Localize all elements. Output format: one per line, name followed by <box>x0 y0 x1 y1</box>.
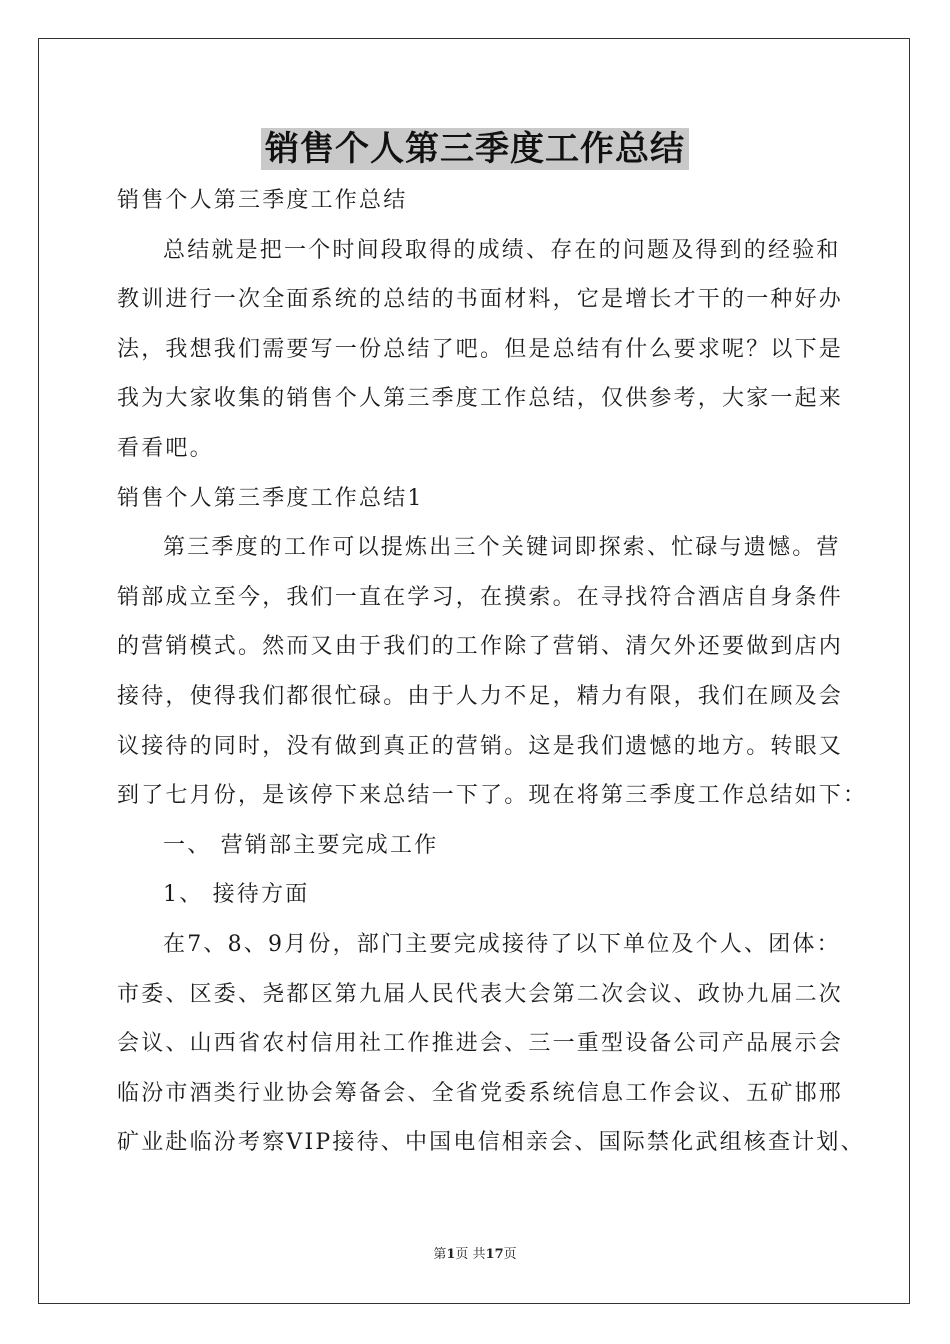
paragraph-line: 销部成立至今，我们一直在学习，在摸索。在寻找符合酒店自身条件 <box>117 584 844 610</box>
paragraph-line: 法，我想我们需要写一份总结了吧。但是总结有什么要求呢？以下是 <box>117 336 844 362</box>
page-footer <box>0 1246 950 1264</box>
list-heading: 一、 营销部主要完成工作 <box>163 832 439 858</box>
paragraph-line: 矿业赴临汾考察VIP接待、中国电信相亲会、国际禁化武组核查计划、 <box>117 1130 865 1156</box>
list-subheading: 1、 接待方面 <box>163 882 310 908</box>
document-title: 销售个人第三季度工作总结 <box>261 128 689 170</box>
page-prefix: 第 <box>433 1247 447 1262</box>
paragraph-line: 教训进行一次全面系统的总结的书面材料，它是增长才干的一种好办 <box>117 287 844 313</box>
paragraph-line: 议接待的同时，没有做到真正的营销。这是我们遗憾的地方。转眼又 <box>117 733 844 759</box>
paragraph-line: 的营销模式。然而又由于我们的工作除了营销、清欠外还要做到店内 <box>117 634 844 660</box>
page-suffix: 页 <box>503 1247 517 1262</box>
paragraph-line: 会议、山西省农村信用社工作推进会、三一重型设备公司产品展示会 <box>117 1031 844 1057</box>
paragraph-line: 在7、8、9月份，部门主要完成接待了以下单位及个人、团体： <box>163 931 841 957</box>
paragraph-line: 第三季度的工作可以提炼出三个关键词即探索、忙碌与遗憾。营 <box>163 535 841 561</box>
paragraph-line: 我为大家收集的销售个人第三季度工作总结，仅供参考，大家一起来 <box>117 386 844 412</box>
current-page-number: 1 <box>446 1247 456 1262</box>
subtitle-line: 销售个人第三季度工作总结 <box>117 188 408 213</box>
paragraph-line: 接待，使得我们都很忙碌。由于人力不足，精力有限，我们在顾及会 <box>117 683 844 709</box>
paragraph-line: 到了七月份，是该停下来总结一下了。现在将第三季度工作总结如下： <box>117 783 868 809</box>
paragraph-line: 市委、区委、尧都区第九届人民代表大会第二次会议、政协九届二次 <box>117 981 844 1007</box>
section-heading: 销售个人第三季度工作总结1 <box>117 485 424 511</box>
paragraph-line: 总结就是把一个时间段取得的成绩、存在的问题及得到的经验和 <box>163 237 841 263</box>
paragraph-line: 看看吧。 <box>117 435 214 461</box>
total-page-number: 17 <box>485 1247 504 1262</box>
paragraph-line: 临汾市酒类行业协会筹备会、全省党委系统信息工作会议、五矿邯邢 <box>117 1080 844 1106</box>
document-body <box>117 176 868 1168</box>
page-mid-text: 页 共 <box>455 1247 486 1262</box>
title-container <box>0 128 950 170</box>
